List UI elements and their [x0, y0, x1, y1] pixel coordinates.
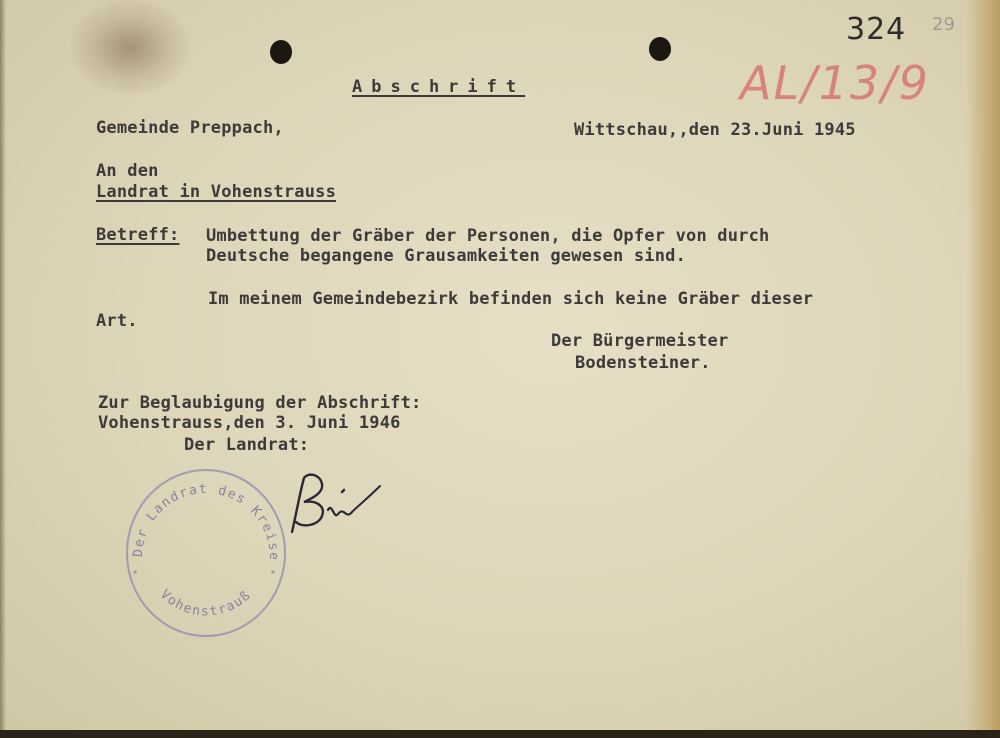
page-bottom-edge	[0, 730, 1000, 738]
body-line-2: Art.	[96, 311, 138, 331]
place-date: Wittschau,,den 23.Juni 1945	[574, 120, 856, 140]
stamp-text-top: Der Landrat des Kreises	[115, 454, 282, 562]
certification-line-1: Zur Beglaubigung der Abschrift:	[98, 393, 422, 413]
pencil-mark: 29	[932, 14, 955, 35]
stamp-text-bottom: Vohenstrauß	[157, 587, 255, 620]
signatory-title: Der Bürgermeister	[551, 331, 729, 351]
recipient-line-1: An den	[96, 161, 159, 181]
subject-line-1: Umbettung der Gräber der Personen, die Opfer von durch	[206, 226, 770, 246]
subject-line-2: Deutsche begangene Grausamkeiten gewesen sind.	[206, 246, 687, 266]
handwritten-signature	[282, 470, 392, 540]
official-stamp	[115, 454, 290, 640]
certification-line-3: Der Landrat:	[184, 435, 310, 455]
signatory-name: Bodensteiner.	[575, 353, 711, 373]
stamp-star-left: *	[132, 569, 139, 580]
page-right-edge	[966, 0, 1000, 738]
document-title: Abschrift	[352, 77, 526, 97]
reference-number: AL/13/9	[740, 56, 930, 110]
body-line-1: Im meinem Gemeindebezirk befinden sich keine Gräber dieser	[208, 289, 814, 309]
recipient-line-2: Landrat in Vohenstrauss	[96, 182, 337, 202]
sender: Gemeinde Preppach,	[96, 118, 284, 138]
page-number: 324	[846, 12, 907, 47]
stamp-star-right: *	[270, 569, 277, 580]
certification-line-2: Vohenstrauss,den 3. Juni 1946	[98, 413, 401, 433]
paper-stain	[70, 0, 190, 95]
punch-hole-left	[270, 40, 292, 64]
punch-hole-right	[649, 37, 671, 61]
page-left-edge	[0, 0, 6, 738]
subject-label: Betreff:	[96, 225, 180, 245]
svg-text:Vohenstrauß	[157, 587, 254, 619]
